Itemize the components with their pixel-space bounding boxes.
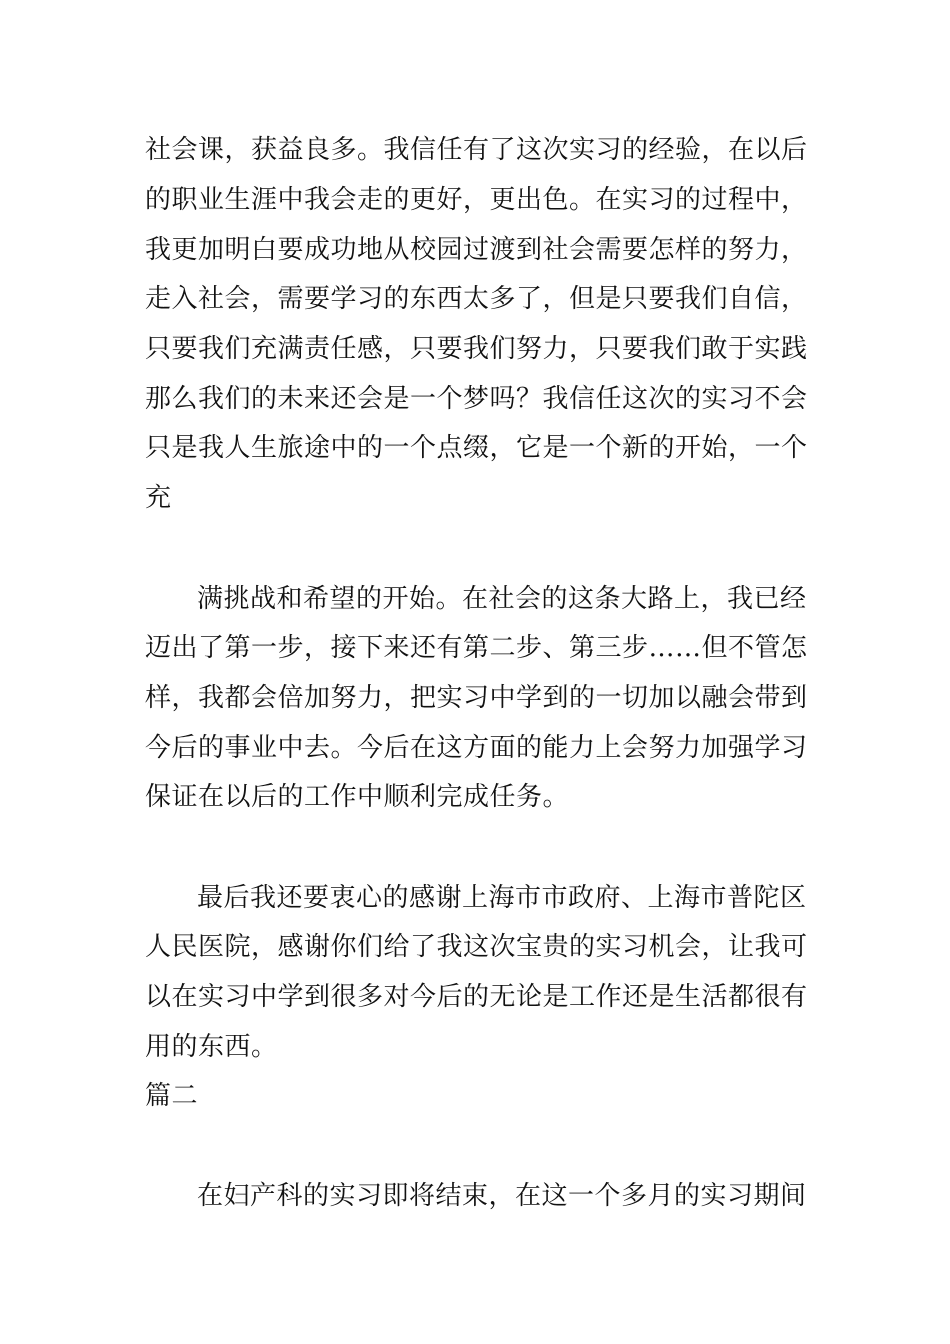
- text-line: 的职业生涯中我会走的更好，更出色。在实习的过程中，: [145, 185, 808, 215]
- text-line: 在妇产科的实习即将结束，在这一个多月的实习期间: [197, 1181, 807, 1211]
- text-line: 今后的事业中去。今后在这方面的能力上会努力加强学习: [145, 733, 808, 763]
- text-line: 用的东西。: [145, 1032, 278, 1062]
- text-line: 我更加明白要成功地从校园过渡到社会需要怎样的努力，: [145, 235, 808, 265]
- text-line: 社会课，获益良多。我信任有了这次实习的经验，在以后: [145, 135, 808, 165]
- text-line: 充: [145, 483, 172, 513]
- text-line: 人民医院，感谢你们给了我这次宝贵的实习机会，让我可: [145, 932, 808, 962]
- text-line: 那么我们的未来还会是一个梦吗？我信任这次的实习不会: [145, 384, 808, 414]
- section-heading: 篇二: [145, 1081, 199, 1111]
- text-line: 走入社会，需要学习的东西太多了，但是只要我们自信，: [145, 284, 808, 314]
- text-line: 以在实习中学到很多对今后的无论是工作还是生活都很有: [145, 982, 808, 1012]
- text-line: 只是我人生旅途中的一个点缀，它是一个新的开始，一个: [145, 433, 808, 463]
- text-line: 保证在以后的工作中顺利完成任务。: [145, 782, 570, 812]
- text-line: 只要我们充满责任感，只要我们努力，只要我们敢于实践: [145, 334, 808, 364]
- text-line: 迈出了第一步，接下来还有第二步、第三步……但不管怎: [145, 633, 808, 663]
- text-line: 满挑战和希望的开始。在社会的这条大路上，我已经: [197, 584, 807, 614]
- text-line: 样，我都会倍加努力，把实习中学到的一切加以融会带到: [145, 683, 808, 713]
- text-line: 最后我还要衷心的感谢上海市市政府、上海市普陀区: [197, 883, 807, 913]
